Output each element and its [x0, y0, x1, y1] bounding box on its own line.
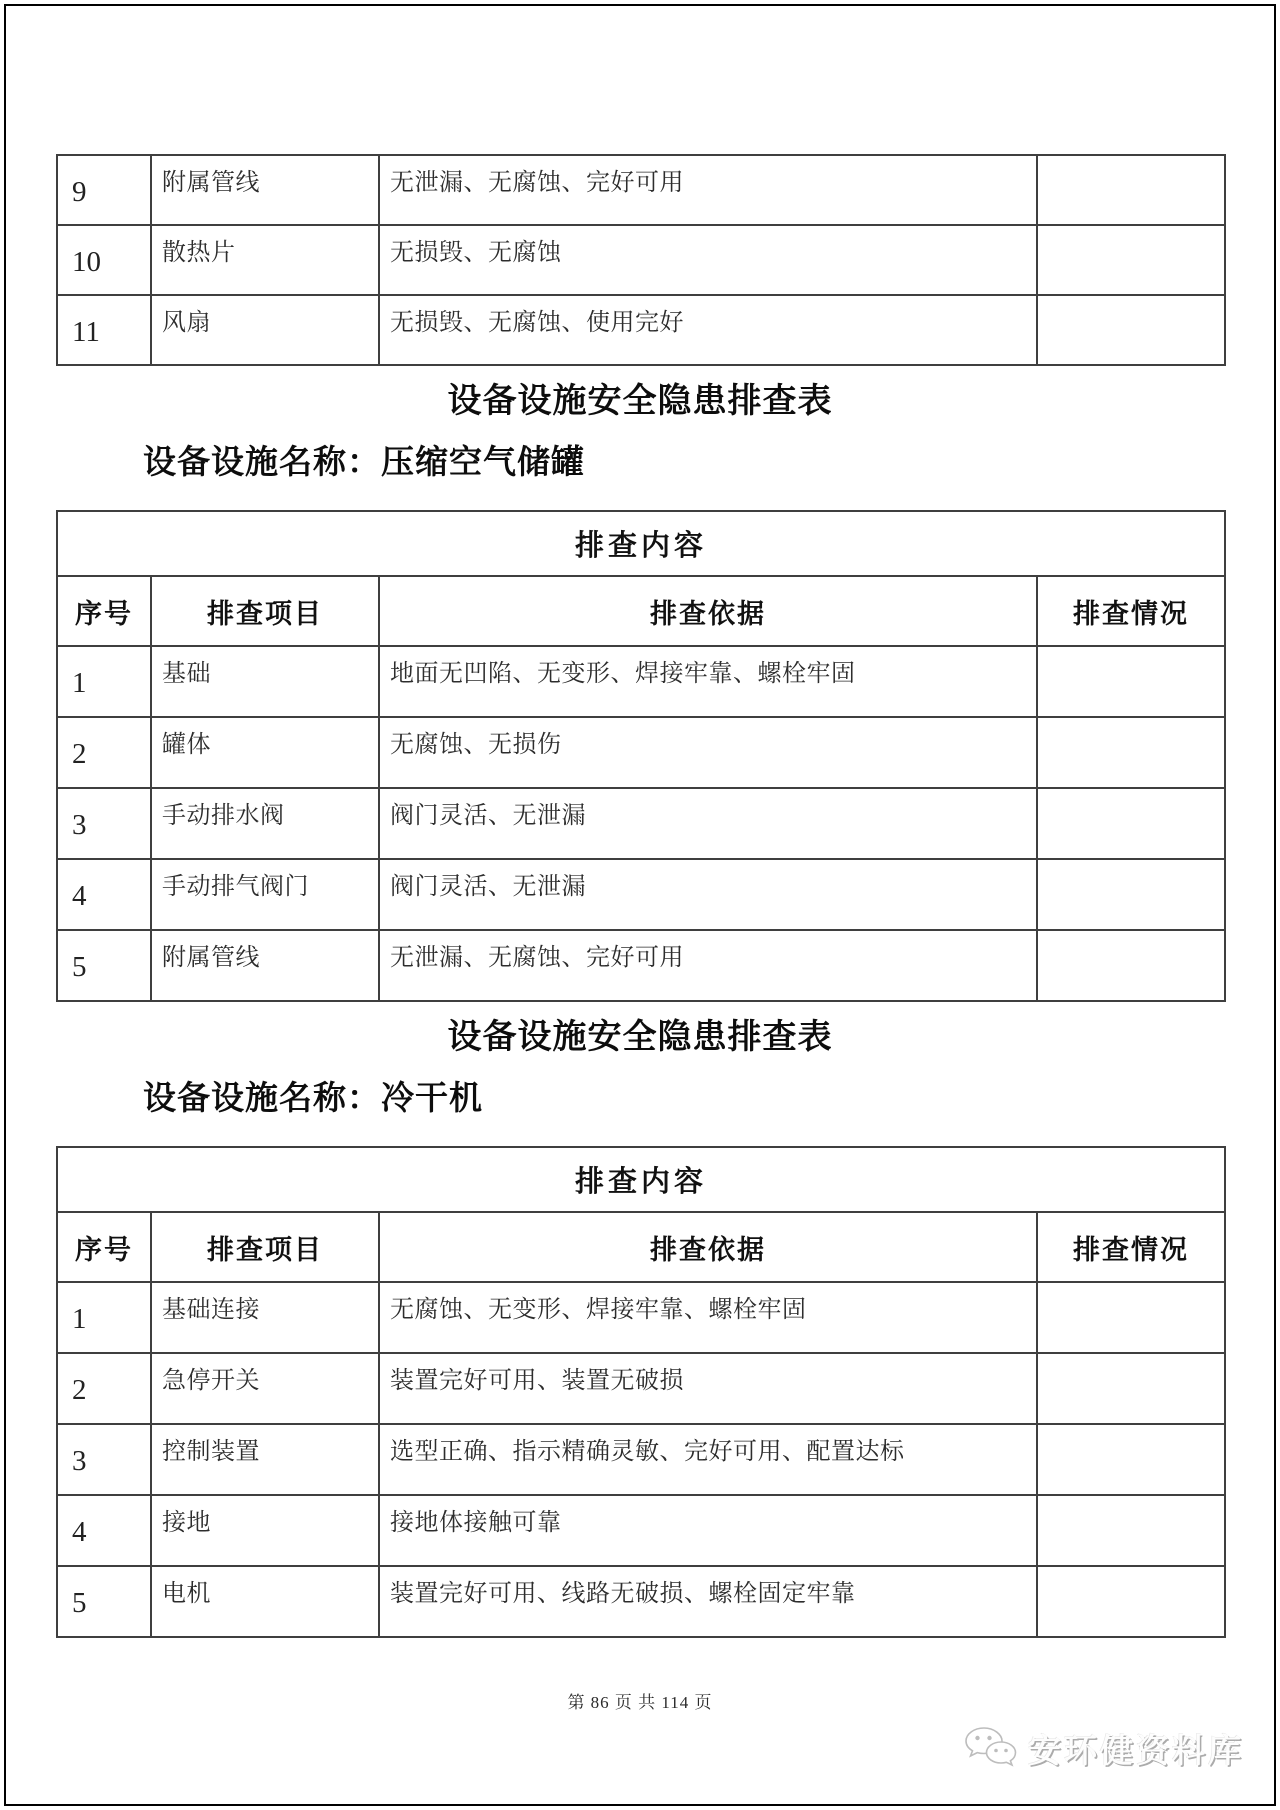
cell-basis: 无泄漏、无腐蚀、完好可用 [379, 155, 1037, 225]
column-header-serial: 序号 [57, 1212, 151, 1282]
cell-item: 风扇 [151, 295, 379, 365]
cell-serial: 1 [57, 646, 151, 717]
column-header-basis: 排查依据 [379, 1212, 1037, 1282]
table-row [57, 646, 1225, 717]
column-header-serial: 序号 [57, 576, 151, 646]
cell-item: 附属管线 [151, 155, 379, 225]
cell-status [1037, 1353, 1225, 1424]
cell-status [1037, 1282, 1225, 1353]
cell-basis: 无损毁、无腐蚀 [379, 225, 1037, 295]
cell-basis: 阀门灵活、无泄漏 [379, 859, 1037, 930]
cell-basis: 无泄漏、无腐蚀、完好可用 [379, 930, 1037, 1001]
equipment-name-label: 设备设施名称： [143, 445, 381, 481]
table-caption: 排查内容 [57, 511, 1225, 576]
cell-serial: 2 [57, 717, 151, 788]
cell-status [1037, 788, 1225, 859]
cell-basis: 装置完好可用、线路无破损、螺栓固定牢靠 [379, 1566, 1037, 1637]
column-header-item: 排查项目 [151, 1212, 379, 1282]
column-header-basis: 排查依据 [379, 576, 1037, 646]
inspection-table [56, 510, 1226, 1002]
cell-item: 附属管线 [151, 930, 379, 1001]
cell-status [1037, 717, 1225, 788]
column-header-item: 排查项目 [151, 576, 379, 646]
cell-status [1037, 155, 1225, 225]
cell-basis: 装置完好可用、装置无破损 [379, 1353, 1037, 1424]
cell-status [1037, 1495, 1225, 1566]
cell-item: 急停开关 [151, 1353, 379, 1424]
cell-item: 基础 [151, 646, 379, 717]
cell-serial: 2 [57, 1353, 151, 1424]
cell-status [1037, 930, 1225, 1001]
cell-basis: 无损毁、无腐蚀、使用完好 [379, 295, 1037, 365]
section-title: 设备设施安全隐患排查表 [447, 1019, 833, 1056]
cell-serial: 10 [57, 225, 151, 295]
equipment-name-value: 压缩空气储罐 [381, 445, 585, 481]
equipment-name-line [6, 1076, 1274, 1122]
cell-item: 电机 [151, 1566, 379, 1637]
document-page [4, 4, 1276, 1806]
table-row [57, 1566, 1225, 1637]
table-row [57, 717, 1225, 788]
cell-item: 接地 [151, 1495, 379, 1566]
inspection-table [56, 1146, 1226, 1638]
watermark [960, 1725, 1244, 1772]
cell-basis: 阀门灵活、无泄漏 [379, 788, 1037, 859]
table-row [57, 225, 1225, 295]
cell-serial: 11 [57, 295, 151, 365]
cell-basis: 地面无凹陷、无变形、焊接牢靠、螺栓牢固 [379, 646, 1037, 717]
cell-status [1037, 859, 1225, 930]
cell-status [1037, 225, 1225, 295]
cell-item: 手动排水阀 [151, 788, 379, 859]
top-margin [6, 6, 1274, 154]
cell-serial: 3 [57, 1424, 151, 1495]
cell-serial: 5 [57, 930, 151, 1001]
table-caption: 排查内容 [57, 1147, 1225, 1212]
table-row [57, 1282, 1225, 1353]
cell-item: 罐体 [151, 717, 379, 788]
column-header-row [57, 576, 1225, 646]
cell-serial: 1 [57, 1282, 151, 1353]
column-header-row [57, 1212, 1225, 1282]
cell-serial: 5 [57, 1566, 151, 1637]
cell-item: 基础连接 [151, 1282, 379, 1353]
table-row [57, 155, 1225, 225]
cell-serial: 3 [57, 788, 151, 859]
cell-basis: 接地体接触可靠 [379, 1495, 1037, 1566]
cell-status [1037, 1424, 1225, 1495]
cell-serial: 9 [57, 155, 151, 225]
cell-item: 控制装置 [151, 1424, 379, 1495]
table-row [57, 859, 1225, 930]
table-row [57, 930, 1225, 1001]
chat-bubbles-logo-icon [960, 1726, 1018, 1772]
cell-status [1037, 1566, 1225, 1637]
section-title: 设备设施安全隐患排查表 [447, 383, 833, 420]
table-row [57, 788, 1225, 859]
table-row [57, 1353, 1225, 1424]
continuation-table [56, 154, 1226, 366]
table-row [57, 295, 1225, 365]
table-caption-row [57, 1147, 1225, 1212]
cell-serial: 4 [57, 859, 151, 930]
equipment-name-line [6, 440, 1274, 486]
cell-serial: 4 [57, 1495, 151, 1566]
equipment-name-value: 冷干机 [381, 1081, 483, 1117]
cell-status [1037, 295, 1225, 365]
cell-status [1037, 646, 1225, 717]
equipment-name-label: 设备设施名称： [143, 1081, 381, 1117]
column-header-status: 排查情况 [1037, 576, 1225, 646]
cell-basis: 无腐蚀、无变形、焊接牢靠、螺栓牢固 [379, 1282, 1037, 1353]
table-row [57, 1495, 1225, 1566]
page-number: 第 86 页 共 114 页 [567, 1693, 713, 1712]
cell-basis: 无腐蚀、无损伤 [379, 717, 1037, 788]
table-caption-row [57, 511, 1225, 576]
watermark-text: 安环健资料库 [1028, 1732, 1244, 1769]
table-row [57, 1424, 1225, 1495]
column-header-status: 排查情况 [1037, 1212, 1225, 1282]
cell-basis: 选型正确、指示精确灵敏、完好可用、配置达标 [379, 1424, 1037, 1495]
cell-item: 手动排气阀门 [151, 859, 379, 930]
cell-item: 散热片 [151, 225, 379, 295]
